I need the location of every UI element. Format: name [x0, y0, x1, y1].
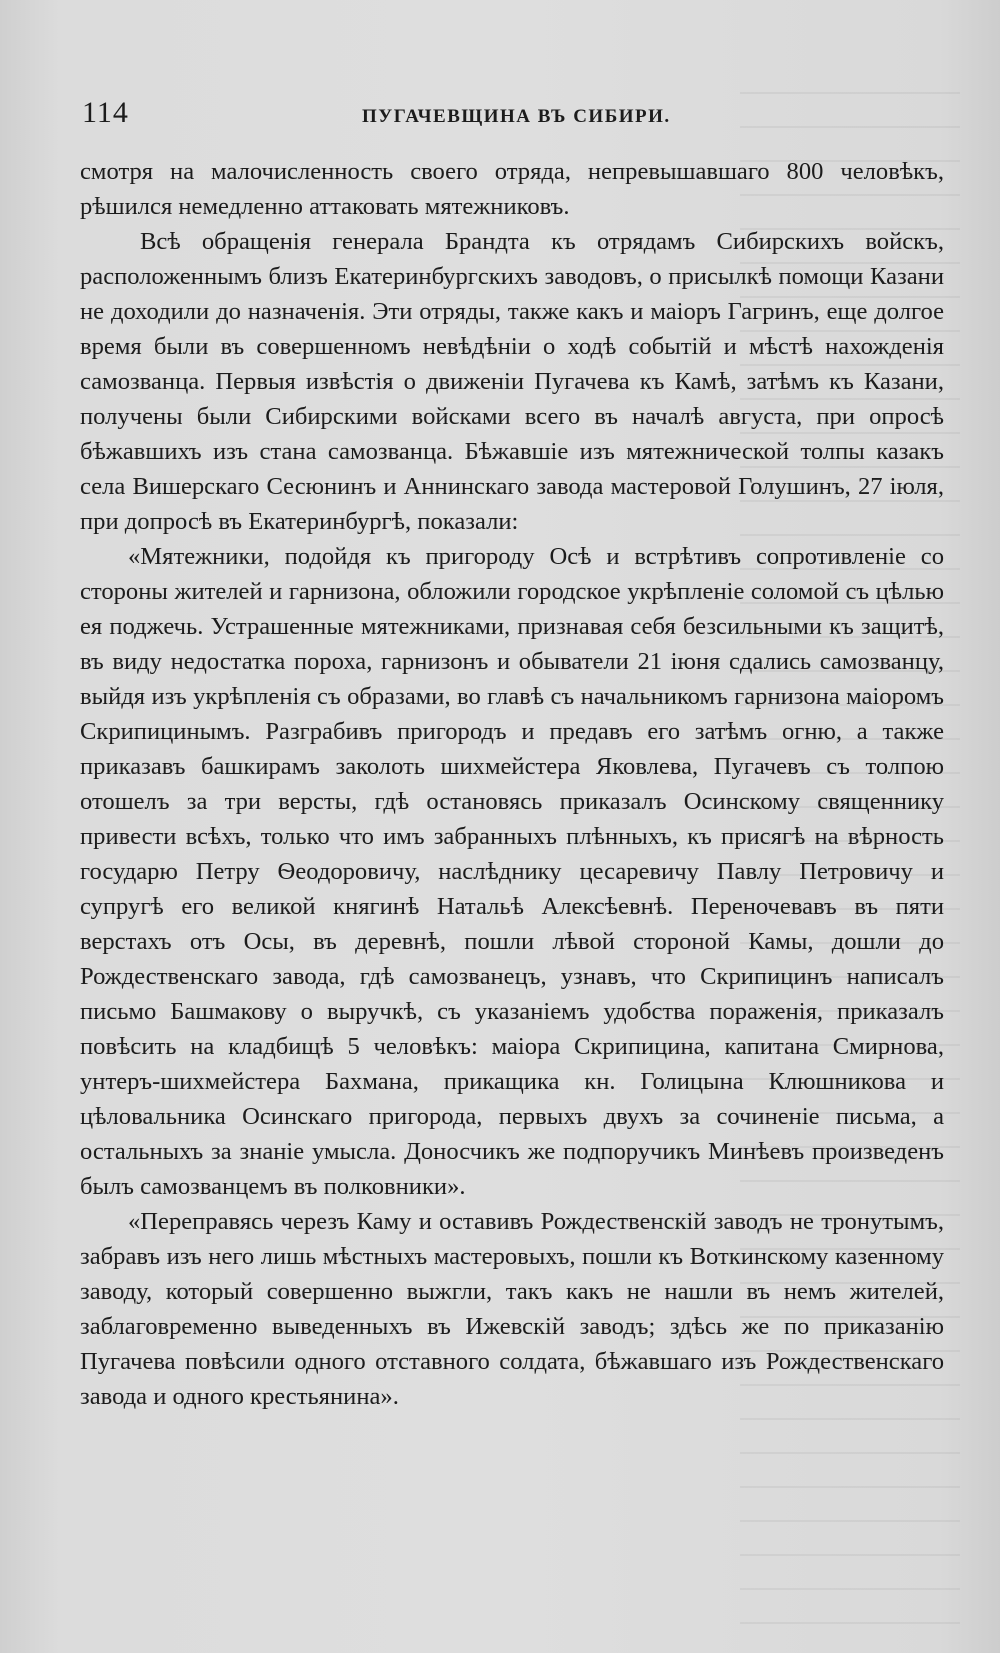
- quoted-paragraph: «Мятежники, подойдя къ пригороду Осѣ и встрѣтивъ сопротивленіе со стороны жителей и гарнизона, обложили городское укрѣпленіе соломой съ цѣлью ея поджечь. Устрашенные мятежниками, признавая себя безсильными къ защитѣ, въ виду недостатка пороха, гарнизонъ и обыватели 21 іюня сдались самозванцу, выйдя изъ укрѣпленія съ образами, во главѣ съ начальникомъ гарнизона маіоромъ Скрипицинымъ. Разграбивъ пригородъ и предавъ его затѣмъ огню, а также приказавъ башкирамъ заколоть шихмейстера Яковлева, Пугачевъ съ толпою отошелъ за три версты, гдѣ остановясь приказалъ Осинскому священнику привести всѣхъ, только что имъ забранныхъ плѣнныхъ, къ присягѣ на вѣрность государю Петру Ѳеодоровичу, наслѣднику цесаревичу Павлу Петровичу и супругѣ его великой княгинѣ Натальѣ Алексѣевнѣ. Переночевавъ въ пяти верстахъ отъ Осы, въ деревнѣ, пошли лѣвой стороной Камы, дошли до Рождественскаго завода, гдѣ самозванецъ, узнавъ, что Скрипицинъ написалъ письмо Башмакову о выручкѣ, съ указаніемъ удобства пораженія, приказалъ повѣсить на кладбищѣ 5 человѣкъ: маіора Скрипицина, капитана Смирнова, унтеръ-шихмейстера Бахмана, прикащика кн. Голицына Клюшникова и цѣловальника Осинскаго пригорода, первыхъ двухъ за сочиненіе письма, а остальныхъ за знаніе умысла. Доносчикъ же подпоручикъ Минѣевъ произведенъ былъ самозванцемъ въ полковники».: [80, 543, 944, 1200]
- body-text: [80, 154, 944, 1414]
- page-header: [82, 96, 944, 136]
- paragraph-continuation: смотря на малочисленность своего отряда, непревышавшаго 800 человѣкъ, рѣшился немедленно аттаковать мятежниковъ.: [80, 158, 944, 220]
- page-number: 114: [82, 96, 129, 129]
- quoted-paragraph: «Переправясь черезъ Каму и оставивъ Рождественскій заводъ не тронутымъ, забравъ изъ него лишь мѣстныхъ мастеровыхъ, пошли къ Воткинскому казенному заводу, который совершенно выжгли, такъ какъ не нашли въ немъ жителей, заблаговременно выведенныхъ въ Ижевскій заводъ; здѣсь же по приказанію Пугачева повѣсили одного отставного солдата, бѣжавшаго изъ Рождественскаго завода и одного крестьянина».: [80, 1208, 944, 1410]
- paragraph: Всѣ обращенія генерала Брандта къ отрядамъ Сибирскихъ войскъ, расположеннымъ близъ Екатеринбургскихъ заводовъ, о присылкѣ помощи Казани не доходили до назначенія. Эти отряды, также какъ и маіоръ Гагринъ, еще долгое время были въ совершенномъ невѣдѣніи о ходѣ событій и мѣстѣ нахожденія самозванца. Первыя извѣстія о движеніи Пугачева къ Камѣ, затѣмъ къ Казани, получены были Сибирскими войсками всего въ началѣ августа, при опросѣ бѣжавшихъ изъ стана самозванца. Бѣжавшіе изъ мятежнической толпы казакъ села Вишерскаго Сесюнинъ и Аннинскаго завода мастеровой Голушинъ, 27 іюля, при допросѣ въ Екатеринбургѣ, показали:: [80, 228, 944, 535]
- running-title: ПУГАЧЕВЩИНА ВЪ СИБИРИ.: [362, 106, 671, 127]
